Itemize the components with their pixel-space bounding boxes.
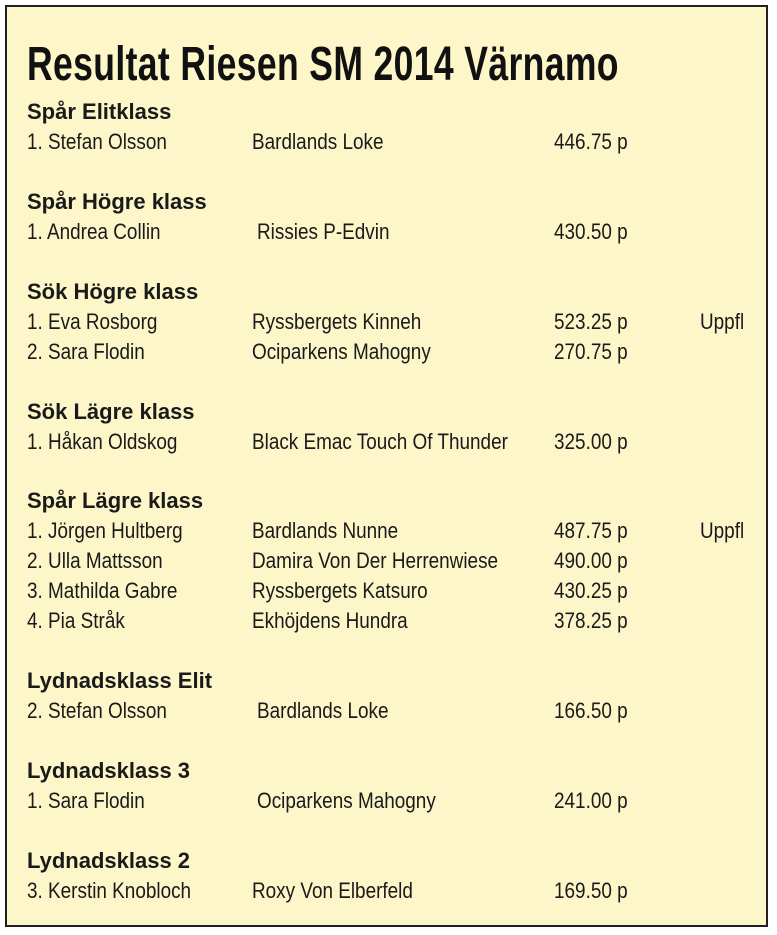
handler-name: 1. Jörgen Hultberg xyxy=(27,518,183,543)
section-sok-lagre-klass xyxy=(27,397,767,457)
section-heading: Spår Lägre klass xyxy=(27,488,204,513)
handler-name: 1. Sara Flodin xyxy=(27,788,145,813)
dog-name: Ociparkens Mahogny xyxy=(257,788,436,813)
dog-name: Ryssbergets Kinneh xyxy=(252,309,422,334)
handler-name: 3. Kerstin Knobloch xyxy=(27,878,192,903)
handler-name: 2. Sara Flodin xyxy=(27,339,145,364)
result-row xyxy=(27,546,767,576)
section-lydnadsklass-3 xyxy=(27,756,767,816)
section-heading: Spår Högre klass xyxy=(27,189,207,214)
dog-name: Ekhöjdens Hundra xyxy=(252,608,408,633)
section-heading: Sök Lägre klass xyxy=(27,399,195,424)
result-row xyxy=(27,516,767,546)
score: 430.25 p xyxy=(554,578,628,603)
dog-name: Black Emac Touch Of Thunder xyxy=(252,429,508,454)
handler-name: 1. Stefan Olsson xyxy=(27,129,167,154)
handler-name: 3. Mathilda Gabre xyxy=(27,578,178,603)
score: 523.25 p xyxy=(554,309,628,334)
handler-name: 1. Andrea Collin xyxy=(27,219,161,244)
result-row xyxy=(27,337,767,367)
section-lydnadsklass-2 xyxy=(27,846,767,906)
breeder-note: Uppfl xyxy=(700,309,745,334)
result-row xyxy=(27,606,767,636)
page-title: Resultat Riesen SM 2014 Värnamo xyxy=(27,38,619,91)
section-heading: Lydnadsklass 2 xyxy=(27,848,191,873)
result-row xyxy=(27,876,767,906)
handler-name: 1. Eva Rosborg xyxy=(27,309,158,334)
handler-name: 2. Stefan Olsson xyxy=(27,698,167,723)
handler-name: 2. Ulla Mattsson xyxy=(27,548,163,573)
score: 430.50 p xyxy=(554,219,628,244)
dog-name: Ryssbergets Katsuro xyxy=(252,578,428,603)
dog-name: Roxy Von Elberfeld xyxy=(252,878,413,903)
dog-name: Bardlands Loke xyxy=(257,698,389,723)
score: 487.75 p xyxy=(554,518,628,543)
section-lydnadsklass-elit xyxy=(27,666,767,726)
dog-name: Damira Von Der Herrenwiese xyxy=(252,548,499,573)
handler-name: 1. Håkan Oldskog xyxy=(27,429,178,454)
score: 490.00 p xyxy=(554,548,628,573)
breeder-note: Uppfl xyxy=(700,518,745,543)
score: 270.75 p xyxy=(554,339,628,364)
section-spar-elitklass xyxy=(27,97,767,157)
result-row xyxy=(27,217,767,247)
dog-name: Rissies P-Edvin xyxy=(257,219,390,244)
result-row xyxy=(27,576,767,606)
score: 166.50 p xyxy=(554,698,628,723)
result-row xyxy=(27,696,767,726)
section-heading: Lydnadsklass Elit xyxy=(27,668,213,693)
result-row xyxy=(27,127,767,157)
results-panel xyxy=(5,5,768,927)
dog-name: Ociparkens Mahogny xyxy=(252,339,431,364)
result-row xyxy=(27,307,767,337)
dog-name: Bardlands Loke xyxy=(252,129,384,154)
score: 446.75 p xyxy=(554,129,628,154)
handler-name: 4. Pia Stråk xyxy=(27,608,125,633)
score: 241.00 p xyxy=(554,788,628,813)
section-spar-lagre-klass xyxy=(27,486,767,636)
result-row xyxy=(27,427,767,457)
result-row xyxy=(27,786,767,816)
section-sok-hogre-klass xyxy=(27,277,767,367)
section-heading: Sök Högre klass xyxy=(27,279,199,304)
dog-name: Bardlands Nunne xyxy=(252,518,399,543)
score: 169.50 p xyxy=(554,878,628,903)
score: 325.00 p xyxy=(554,429,628,454)
score: 378.25 p xyxy=(554,608,628,633)
section-heading: Lydnadsklass 3 xyxy=(27,758,191,783)
section-spar-hogre-klass xyxy=(27,187,767,247)
section-heading: Spår Elitklass xyxy=(27,99,172,124)
